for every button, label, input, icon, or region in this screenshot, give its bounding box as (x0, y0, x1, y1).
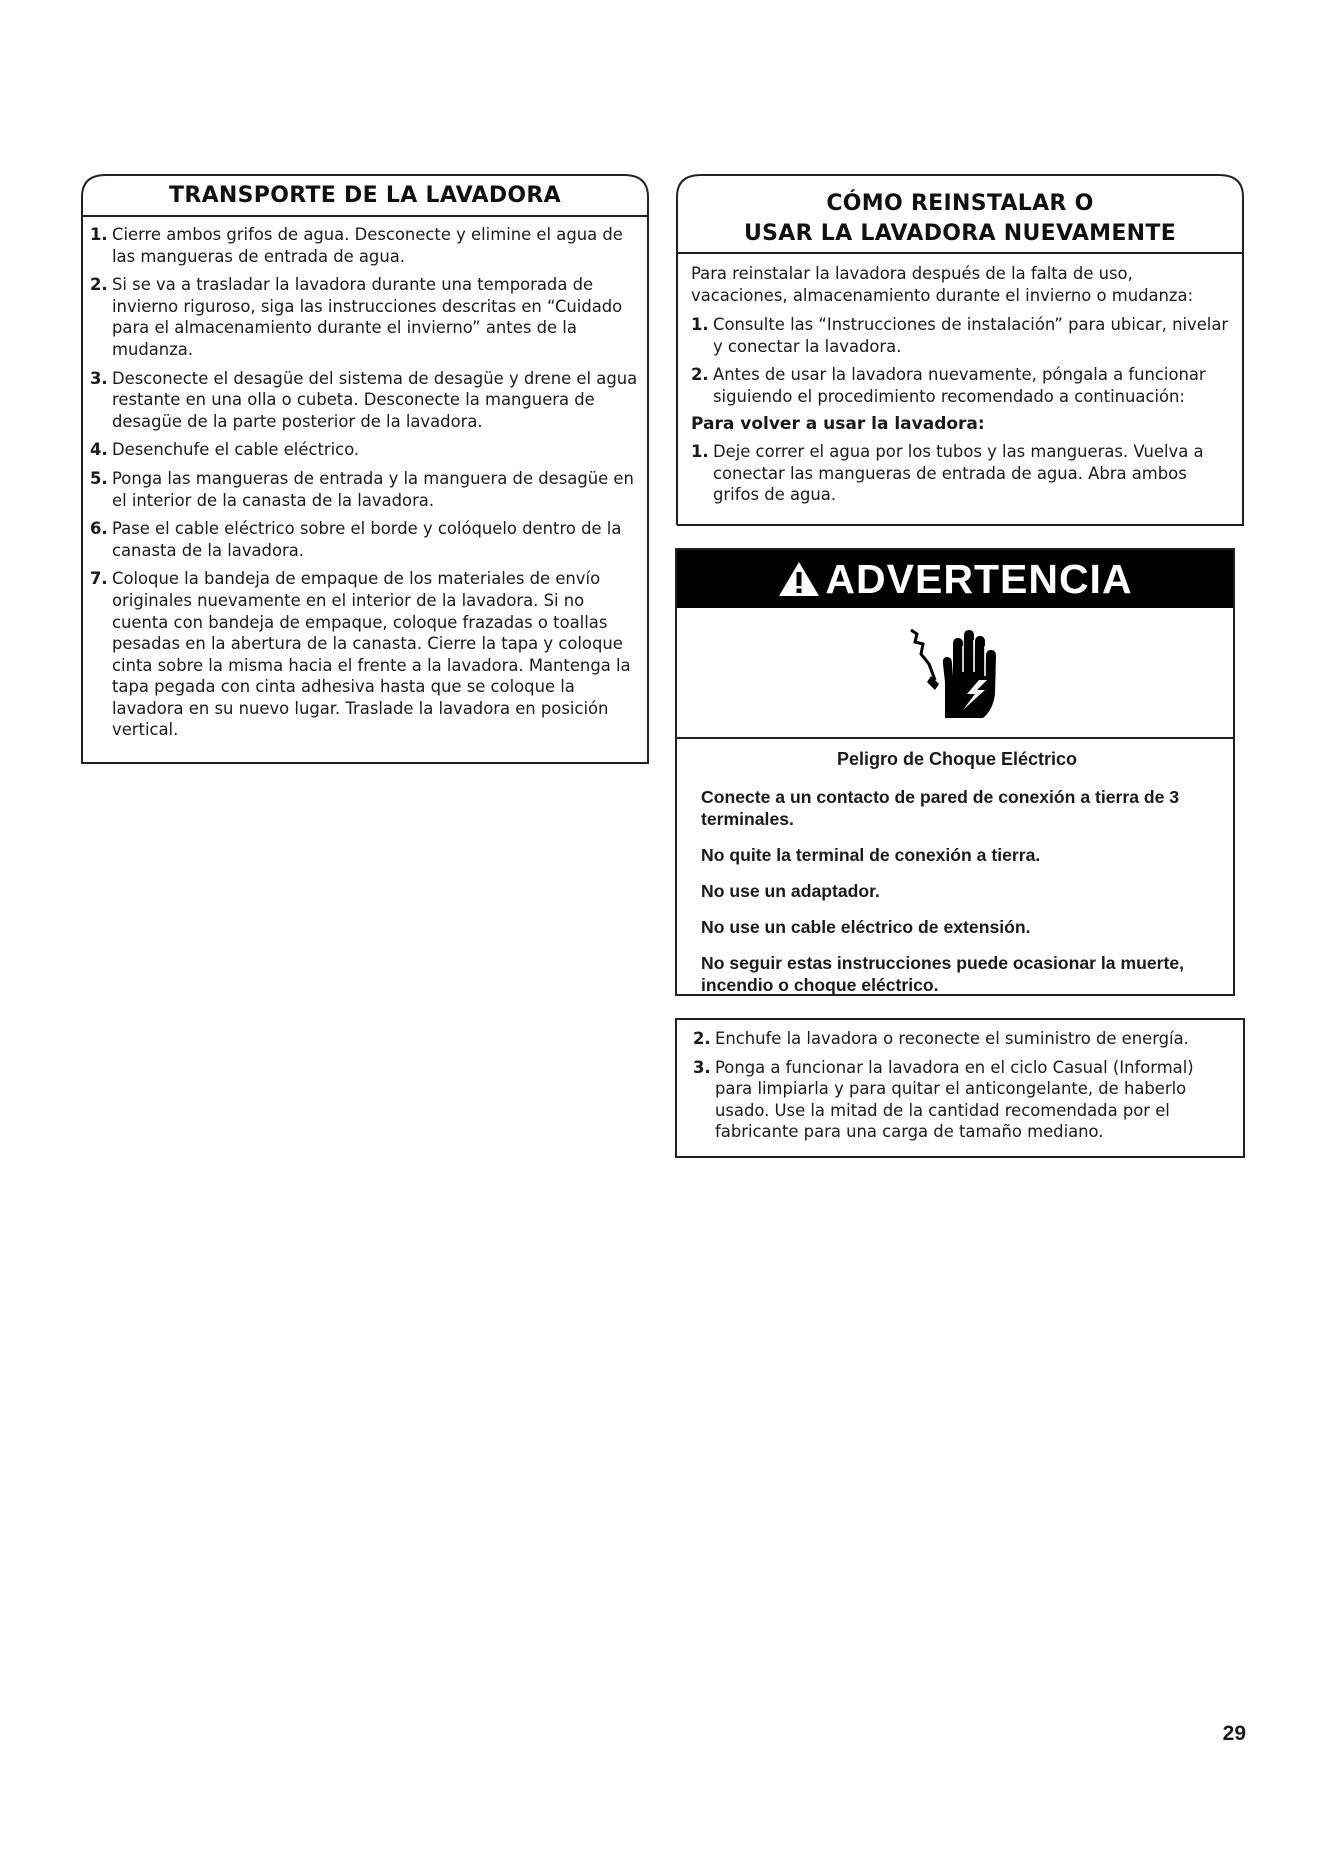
list-item (691, 364, 1231, 407)
warning-banner-text: ADVERTENCIA (825, 555, 1133, 602)
step-text: Desenchufe el cable eléctrico. (112, 440, 360, 460)
step-text: Enchufe la lavadora o reconecte el suministro de energía. (715, 1029, 1189, 1048)
list-item (90, 439, 640, 461)
warning-text (701, 749, 1213, 1010)
step-number: 5. (90, 468, 108, 488)
warning-banner (677, 550, 1233, 608)
step-number: 6. (90, 519, 108, 539)
list-item (90, 468, 640, 511)
warning-triangle-icon (777, 560, 821, 598)
transport-section-title: TRANSPORTE DE LA LAVADORA (169, 183, 561, 208)
page-number: 29 (1222, 1722, 1246, 1745)
hazard-name: Peligro de Choque Eléctrico (836, 749, 1078, 769)
list-item (90, 568, 640, 741)
list-item (693, 1057, 1229, 1143)
step-text: Cierre ambos grifos de agua. Desconecte y elimine el agua de las mangueras de entrada de agua. (112, 225, 623, 266)
list-item (691, 314, 1231, 357)
step-text: Si se va a trasladar la lavadora durante una temporada de invierno riguroso, siga las instrucciones descritas en “Cuidado para el almacenamiento durante el invierno” antes de la mudanza. (112, 275, 623, 359)
warning-line: No seguir estas instrucciones puede ocasionar la muerte, incendio o choque eléctrico. (701, 953, 1185, 995)
step-number: 2. (691, 365, 709, 385)
warning-box (675, 548, 1235, 996)
reuse-steps-list (691, 441, 1231, 506)
warning-line: No use un cable eléctrico de extensión. (701, 917, 1031, 937)
step-text: Ponga las mangueras de entrada y la manguera de desagüe en el interior de la canasta de la lavadora. (112, 468, 634, 510)
continued-steps-section (675, 1018, 1245, 1158)
electric-shock-hand-icon (905, 624, 1005, 728)
reuse-subheading: Para volver a usar la lavadora: (691, 414, 985, 434)
step-number: 1. (691, 315, 709, 334)
step-text: Desconecte el desagüe del sistema de desagüe y drene el agua restante en una olla o cubeta. Desconecte la manguera de desagüe de la parte posterior de la lavadora. (112, 368, 638, 431)
reinstall-steps-list (691, 314, 1231, 414)
list-item (691, 441, 1231, 506)
step-number: 1. (691, 442, 709, 461)
hazard-symbol-area (677, 608, 1233, 739)
warning-line: Conecte a un contacto de pared de conexión a tierra de 3 terminales. (701, 787, 1180, 829)
transport-steps-list (90, 224, 640, 748)
step-number: 2. (693, 1029, 711, 1048)
step-number: 3. (90, 368, 108, 388)
list-item (90, 274, 640, 360)
list-item (90, 368, 640, 433)
transport-section (80, 173, 650, 767)
step-text: Ponga a funcionar la lavadora en el ciclo Casual (Informal) para limpiarla y para quitar el anticongelante, de haberlo usado. Use la mitad de la cantidad recomendada por el fabricante para una carga de tamaño mediano. (715, 1057, 1194, 1142)
step-number: 3. (693, 1057, 711, 1077)
reinstall-intro: Para reinstalar la lavadora después de la falta de uso, vacaciones, almacenamiento durante el invierno o mudanza: (691, 264, 1194, 305)
step-number: 4. (90, 440, 108, 460)
step-text: Coloque la bandeja de empaque de los materiales de envío originales nuevamente en el interior de la lavadora. Si no cuenta con bandeja de empaque, coloque frazadas o toallas pesadas en la abertura de la canasta. Cierre la tapa y coloque cinta sobre la misma hacia el frente a la lavadora. Mantenga la tapa pegada con cinta adhesiva hasta que se coloque la lavadora en su nuevo lugar. Traslade la lavadora en posición vertical. (112, 569, 631, 740)
continued-steps-list (693, 1028, 1229, 1150)
step-text: Consulte las “Instrucciones de instalación” para ubicar, nivelar y conectar la lavadora. (713, 315, 1229, 356)
warning-line: No use un adaptador. (701, 881, 880, 901)
step-number: 2. (90, 275, 108, 295)
list-item (693, 1028, 1229, 1050)
reinstall-title-line-2: USAR LA LAVADORA NUEVAMENTE (743, 221, 1177, 246)
reinstall-title-line-1: CÓMO REINSTALAR O (826, 191, 1094, 216)
warning-line: No quite la terminal de conexión a tierra. (701, 845, 1041, 865)
reinstall-section (675, 173, 1245, 527)
step-number: 1. (90, 225, 108, 244)
reinstall-section-title (675, 189, 1245, 249)
step-text: Antes de usar la lavadora nuevamente, póngala a funcionar siguiendo el procedimiento recomendado a continuación: (713, 365, 1206, 406)
step-number: 7. (90, 569, 108, 589)
step-text: Deje correr el agua por los tubos y las mangueras. Vuelva a conectar las mangueras de entrada de agua. Abra ambos grifos de agua. (713, 442, 1204, 505)
list-item (90, 224, 640, 267)
list-item (90, 518, 640, 561)
step-text: Pase el cable eléctrico sobre el borde y colóquelo dentro de la canasta de la lavadora. (112, 519, 622, 560)
